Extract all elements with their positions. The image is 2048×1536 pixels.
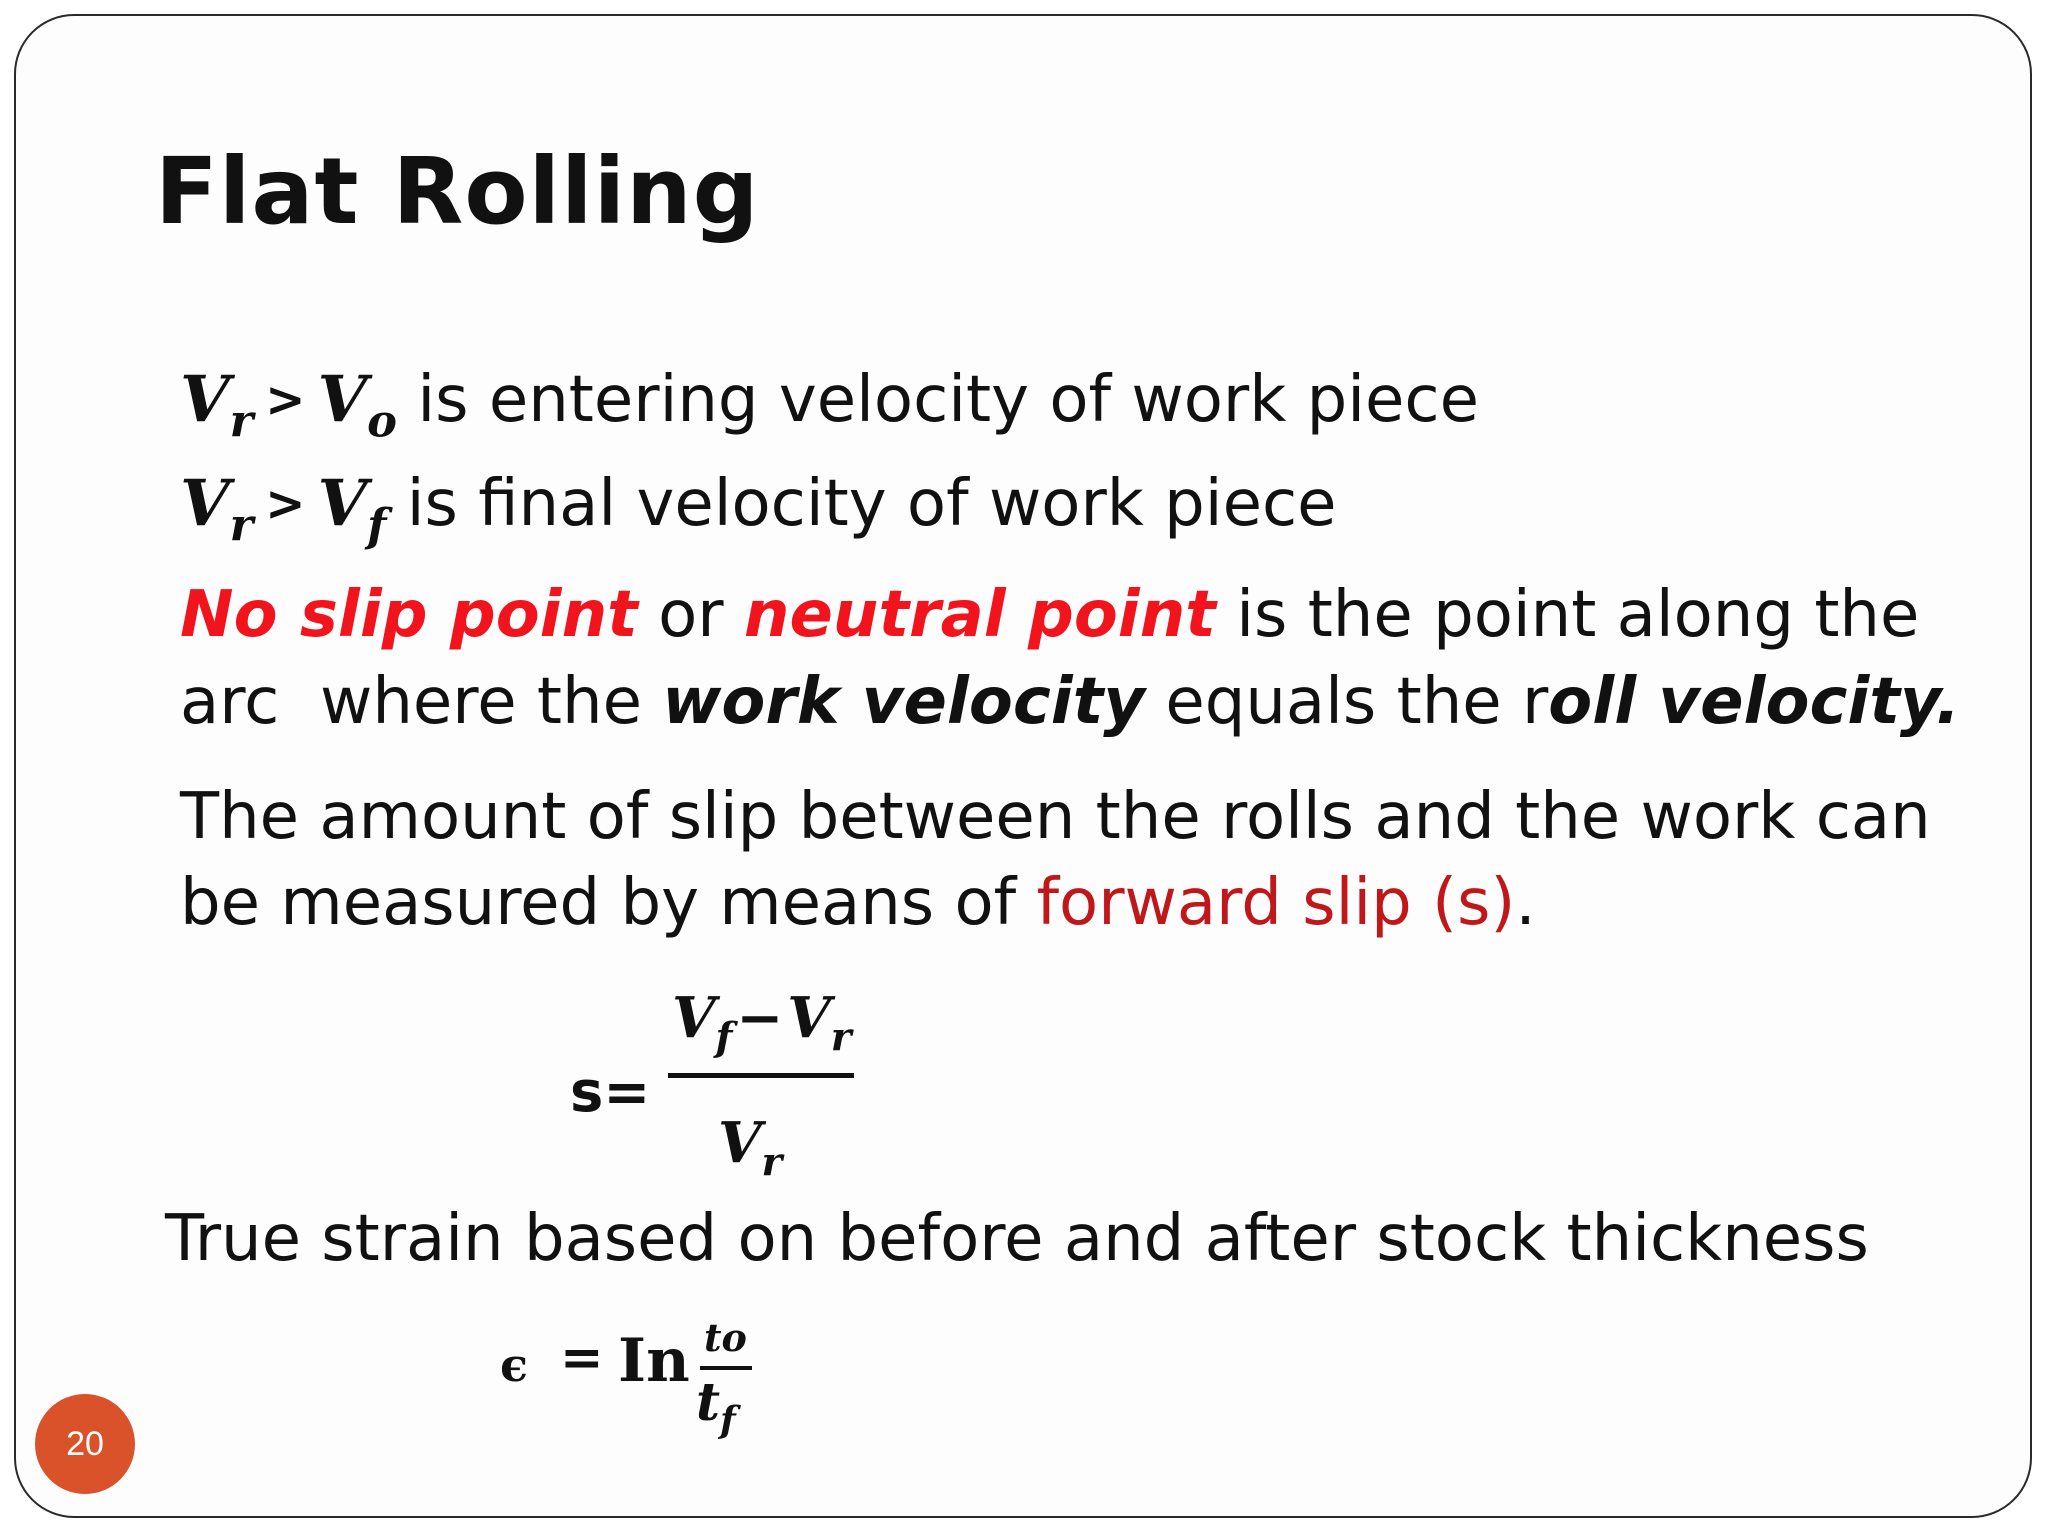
forward-slip-denominator: $V_r$ bbox=[718, 1110, 783, 1186]
forward-slip-lhs: s= bbox=[570, 1060, 651, 1125]
natural-log-symbol: In bbox=[618, 1326, 690, 1396]
v-r-symbol: $V_r$ bbox=[180, 362, 254, 448]
strain-numerator: to bbox=[704, 1315, 747, 1360]
strain-equals-sign: = bbox=[560, 1328, 604, 1388]
final-velocity-line bbox=[180, 466, 1337, 552]
greater-than-sign: > bbox=[265, 372, 306, 429]
conjunction-text: or bbox=[658, 578, 724, 652]
forward-slip-fraction-bar bbox=[668, 1073, 854, 1078]
slide-title: Flat Rolling bbox=[155, 138, 760, 245]
definition-text: is the point along the bbox=[1236, 578, 1920, 652]
no-slip-point-term: No slip point bbox=[180, 578, 638, 652]
v-f-symbol: $V_f$ bbox=[317, 466, 387, 552]
strain-fraction-bar bbox=[700, 1366, 752, 1370]
slip-amount-line-2 bbox=[180, 866, 1536, 940]
final-velocity-text: is final velocity of work piece bbox=[406, 467, 1337, 541]
forward-slip-term: forward slip (s) bbox=[1036, 866, 1516, 940]
true-strain-text: True strain based on before and after stock thickness bbox=[165, 1202, 1869, 1276]
page-number-badge: 20 bbox=[35, 1394, 135, 1494]
entering-velocity-text: is entering velocity of work piece bbox=[417, 363, 1479, 437]
equals-text: equals the r bbox=[1165, 665, 1549, 739]
no-slip-point-line-2 bbox=[180, 665, 1960, 739]
entering-velocity-line bbox=[180, 362, 1479, 448]
no-slip-point-line-1 bbox=[180, 578, 1919, 652]
neutral-point-term: neutral point bbox=[743, 578, 1216, 652]
work-velocity-term: work velocity bbox=[662, 665, 1145, 739]
measured-text: be measured by means of bbox=[180, 866, 1017, 940]
forward-slip-numerator: $V_f-V_r$ bbox=[672, 985, 852, 1061]
strain-denominator: $t_f$ bbox=[696, 1372, 736, 1442]
v-o-symbol: $V_o$ bbox=[317, 362, 398, 448]
slip-amount-line-1: The amount of slip between the rolls and the work can bbox=[180, 780, 1931, 854]
greater-than-sign: > bbox=[265, 476, 306, 533]
roll-velocity-term: oll velocity. bbox=[1548, 665, 1961, 739]
period: . bbox=[1515, 866, 1536, 940]
strain-epsilon-symbol: ϵ bbox=[500, 1338, 529, 1392]
arc-text: arc where the bbox=[180, 665, 642, 739]
v-r-symbol: $V_r$ bbox=[180, 466, 254, 552]
